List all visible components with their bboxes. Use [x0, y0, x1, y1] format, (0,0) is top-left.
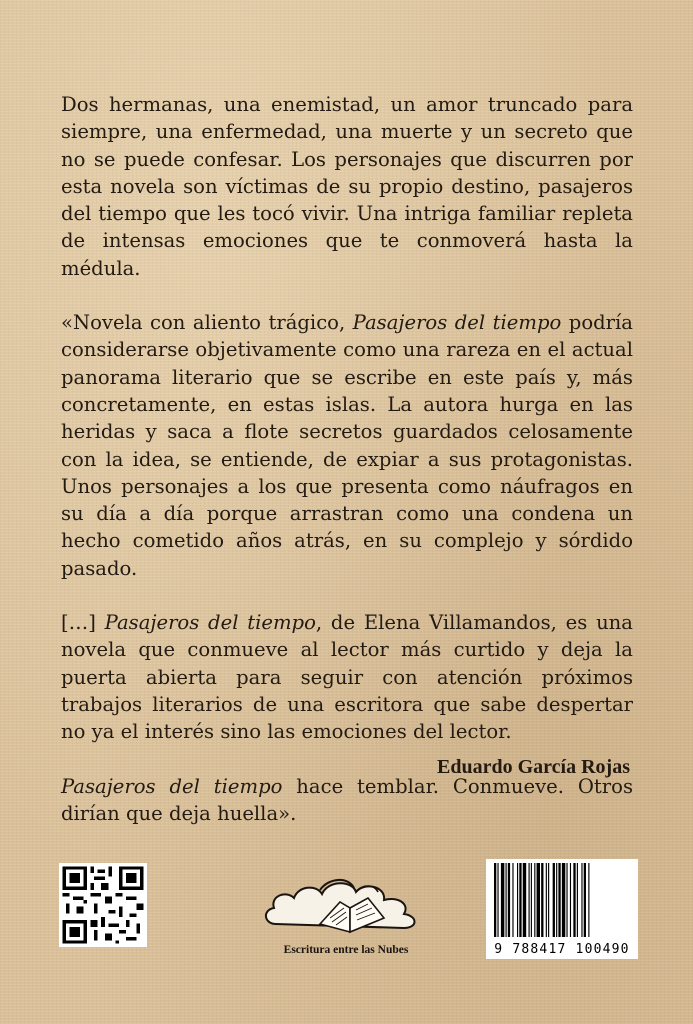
synopsis-paragraph	[61, 91, 633, 282]
qr-code-icon	[59, 863, 147, 947]
publisher-name: Escritura entre las Nubes	[283, 944, 409, 956]
review-text-rest: hace temblar. Conmueve. Otros dirían que deja huella».	[61, 774, 633, 825]
review-text-rest: , de Elena Villamandos, es una novela que conmueve al lector más curtido y deja la puerta abierta para seguir con atención próximos trabajos literarios de una escritora que sabe despertar no ya el interés sino las emociones del lector.	[61, 611, 633, 744]
review-signature: Eduardo García Rojas	[437, 756, 630, 778]
synopsis-text: Dos hermanas, una enemistad, un amor truncado para siempre, una enfermedad, una muerte y un secreto que no se puede confesar. Los personajes que discurren por esta novela son víctimas de su propio destino, pasajeros del tiempo que les tocó vivir. Una intriga familiar repleta de intensas emociones que te conmoverá hasta la médula.	[61, 93, 633, 280]
ellipsis-bracket: […]	[61, 611, 105, 635]
review-paragraph-2	[61, 609, 633, 745]
review-paragraph-3	[61, 773, 633, 828]
review-text-start: «Novela con aliento trágico,	[61, 311, 353, 335]
back-cover-text	[61, 91, 633, 827]
book-title-italic: Pasajeros del tiempo	[352, 311, 562, 335]
publisher-logo	[258, 862, 434, 958]
review-text-rest: podría considerarse objetivamente como una rareza en el actual panorama literario que se escribe en este país y, más concretamente, en estas islas. La autora hurga en las heridas y saca a flote secretos guardados celosamente con la idea, se entiende, de expiar a sus protagonistas. Unos personajes a los que presenta como náufragos en su día a día porque arrastran como una condena un hecho cometido años atrás, en su complejo y sórdido pasado.	[61, 311, 633, 580]
review-paragraph-1	[61, 309, 633, 582]
book-title-italic: Pasajeros del tiempo	[104, 611, 316, 635]
isbn-barcode-icon	[486, 859, 638, 959]
book-title-italic: Pasajeros del tiempo	[61, 774, 283, 798]
isbn-number: 9 788417 100490	[494, 942, 630, 957]
clouds-open-book-icon	[258, 862, 434, 942]
